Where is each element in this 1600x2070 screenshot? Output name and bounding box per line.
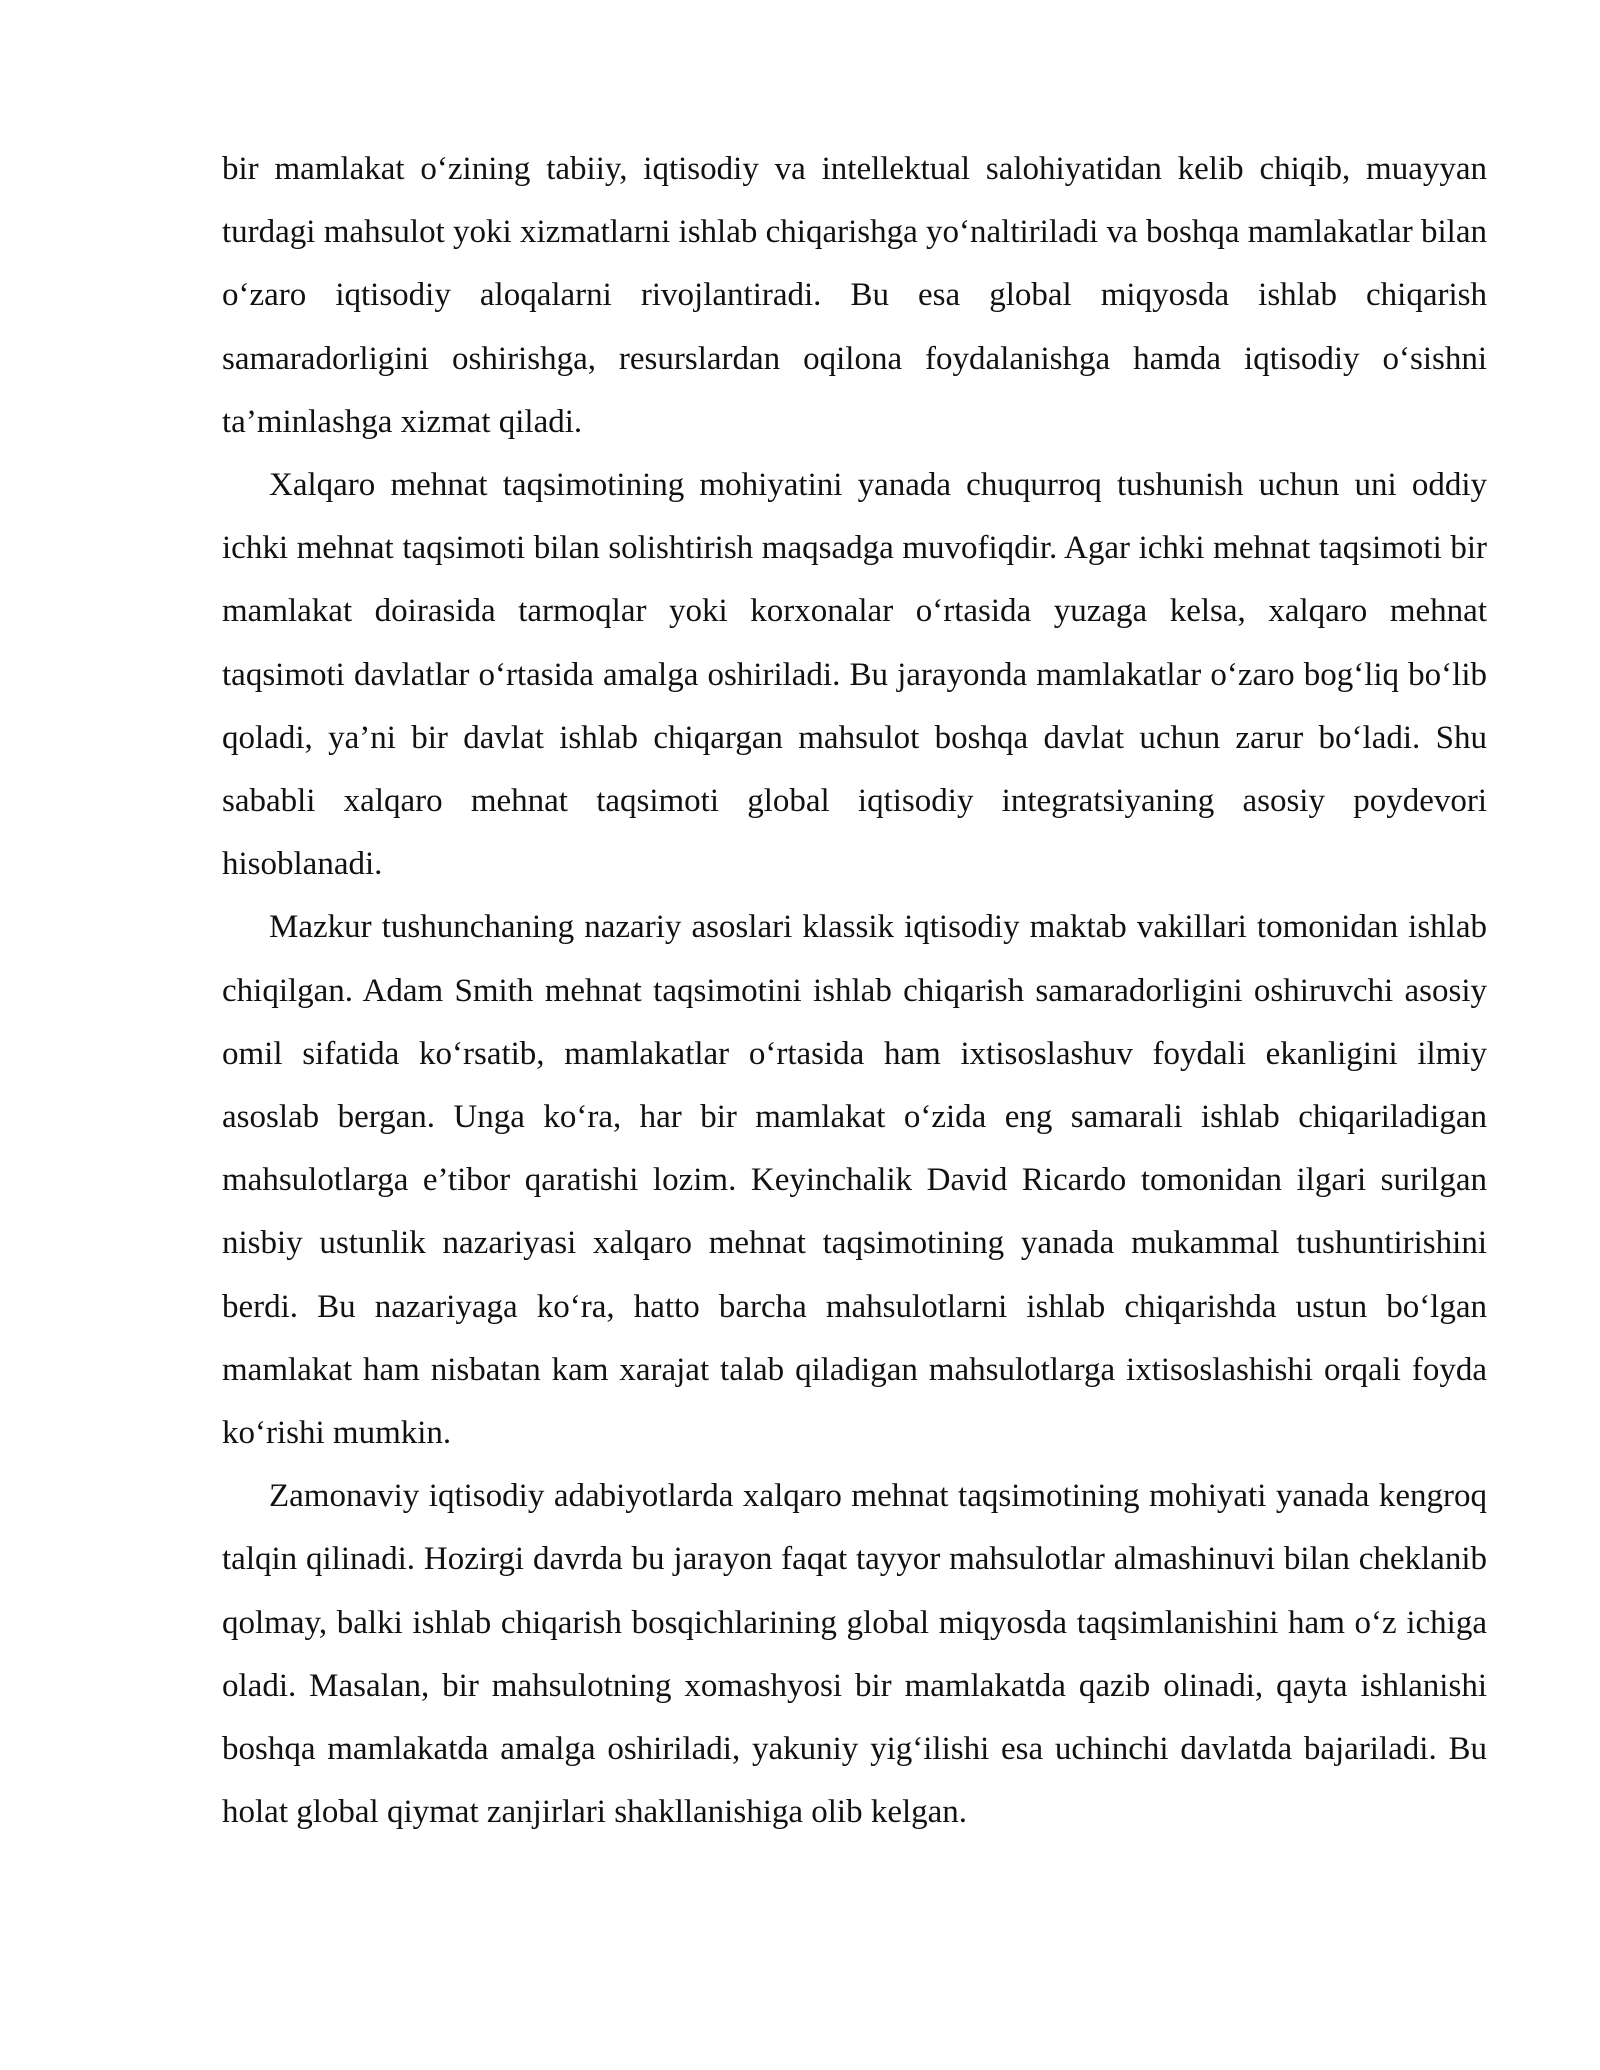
- paragraph-continuation: bir mamlakat o‘zining tabiiy, iqtisodiy va intellektual salohiyatidan kelib chiqib, muayyan turdagi mahsulot yoki xizmatlarni ishlab chiqarishga yo‘naltiriladi va boshqa mamlakatlar bilan o‘zaro iqtisodiy aloqalarni rivojlantiradi. Bu esa global miqyosda ishlab chiqarish samaradorligini oshirishga, resurslardan oqilona foydalanishga hamda iqtisodiy o‘sishni ta’minlashga xizmat qiladi.: [222, 151, 1487, 440]
- paragraph: Xalqaro mehnat taqsimotining mohiyatini yanada chuqurroq tushunish uchun uni oddiy ichki mehnat taqsimoti bilan solishtirish maqsadga muvofiqdir. Agar ichki mehnat taqsimoti bir mamlakat doirasida tarmoqlar yoki korxonalar o‘rtasida yuzaga kelsa, xalqaro mehnat taqsimoti davlatlar o‘rtasida amalga oshiriladi. Bu jarayonda mamlakatlar o‘zaro bog‘liq bo‘lib qoladi, ya’ni bir davlat ishlab chiqargan mahsulot boshqa davlat uchun zarur bo‘ladi. Shu sababli xalqaro mehnat taqsimoti global iqtisodiy integratsiyaning asosiy poydevori hisoblanadi.: [222, 467, 1487, 883]
- paragraph: Zamonaviy iqtisodiy adabiyotlarda xalqaro mehnat taqsimotining mohiyati yanada kengroq talqin qilinadi. Hozirgi davrda bu jarayon faqat tayyor mahsulotlar almashinuvi bilan cheklanib qolmay, balki ishlab chiqarish bosqichlarining global miqyosda taqsimlanishini ham o‘z ichiga oladi. Masalan, bir mahsulotning xomashyosi bir mamlakatda qazib olinadi, qayta ishlanishi boshqa mamlakatda amalga oshiriladi, yakuniy yig‘ilishi esa uchinchi davlatda bajariladi. Bu holat global qiymat zanjirlari shakllanishiga olib kelgan.: [222, 1478, 1487, 1831]
- document-body: [222, 138, 1487, 1844]
- paragraph: Mazkur tushunchaning nazariy asoslari klassik iqtisodiy maktab vakillari tomonidan ishlab chiqilgan. Adam Smith mehnat taqsimotini ishlab chiqarish samaradorligini oshiruvchi asosiy omil sifatida ko‘rsatib, mamlakatlar o‘rtasida ham ixtisoslashuv foydali ekanligini ilmiy asoslab bergan. Unga ko‘ra, har bir mamlakat o‘zida eng samarali ishlab chiqariladigan mahsulotlarga e’tibor qaratishi lozim. Keyinchalik David Ricardo tomonidan ilgari surilgan nisbiy ustunlik nazariyasi xalqaro mehnat taqsimotining yanada mukammal tushuntirishini berdi. Bu nazariyaga ko‘ra, hatto barcha mahsulotlarni ishlab chiqarishda ustun bo‘lgan mamlakat ham nisbatan kam xarajat talab qiladigan mahsulotlarga ixtisoslashishi orqali foyda ko‘rishi mumkin.: [222, 909, 1487, 1452]
